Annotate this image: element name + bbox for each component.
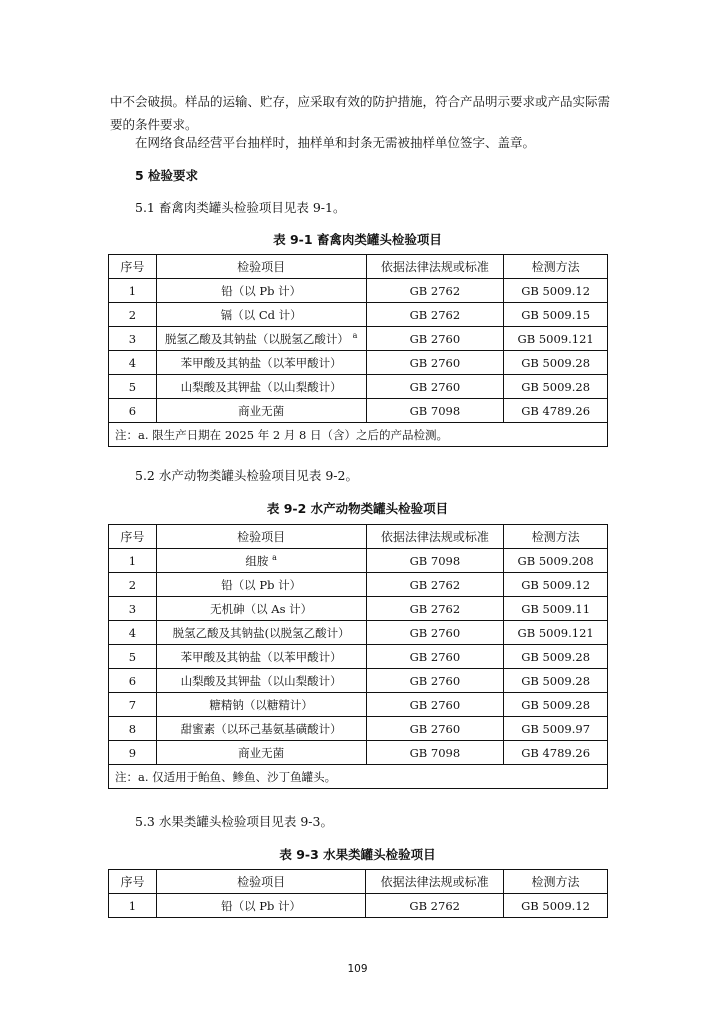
table-note-row: [109, 423, 608, 447]
table-intro: 5.2 水产动物类罐头检验项目见表 9-2。: [135, 468, 358, 483]
cell-method-text: GB 5009.121: [517, 331, 594, 346]
page-number: 109: [347, 963, 368, 975]
cell-no: [109, 303, 157, 327]
cell-basis: [366, 327, 504, 351]
cell-basis: [366, 894, 504, 918]
cell-no: [109, 645, 157, 669]
cell-item: [156, 717, 366, 741]
cell-item: [156, 597, 366, 621]
table-row: [109, 894, 608, 918]
table-intro: 5.3 水果类罐头检验项目见表 9-3。: [135, 814, 333, 829]
cell-method: [504, 303, 608, 327]
cell-no: [109, 621, 157, 645]
table-header-row: [109, 870, 608, 894]
cell-basis: [366, 375, 504, 399]
table-row: [109, 279, 608, 303]
cell-method-text: GB 5009.121: [517, 625, 594, 640]
cell-basis-text: GB 2760: [409, 673, 461, 688]
cell-basis-text: GB 2762: [409, 577, 461, 592]
cell-no: [109, 375, 157, 399]
inspection-table-9-3: [108, 869, 608, 918]
header-no: 序号: [109, 870, 157, 894]
cell-item: [156, 549, 366, 573]
table-row: [109, 645, 608, 669]
cell-item: [156, 741, 366, 765]
table-note: 注：a. 仅适用于鲐鱼、鲹鱼、沙丁鱼罐头。: [109, 765, 608, 789]
cell-item: [156, 693, 366, 717]
cell-method-text: GB 5009.28: [521, 673, 591, 688]
cell-basis-text: GB 2760: [409, 331, 461, 346]
cell-basis-text: GB 2760: [409, 721, 461, 736]
cell-method-text: GB 5009.11: [521, 601, 591, 616]
cell-basis: [366, 717, 504, 741]
inspection-table-9-2: [108, 524, 608, 789]
cell-no: [109, 549, 157, 573]
header-item: 检验项目: [156, 525, 366, 549]
cell-basis-text: GB 2760: [409, 355, 461, 370]
cell-basis-text: GB 2762: [409, 898, 460, 913]
cell-basis: [366, 693, 504, 717]
footnote-marker: a: [272, 552, 277, 562]
cell-item-text: 镉（以 Cd 计）: [220, 307, 302, 322]
cell-method: [504, 621, 608, 645]
table-row: [109, 693, 608, 717]
cell-method: [504, 741, 608, 765]
cell-item-text: 脱氢乙酸及其钠盐(以脱氢乙酸计）: [172, 625, 350, 640]
table-row: [109, 327, 608, 351]
cell-no-text: 3: [128, 331, 137, 346]
cell-method-text: GB 4789.26: [521, 745, 591, 760]
table-row: [109, 741, 608, 765]
cell-basis: [366, 303, 504, 327]
cell-no: [109, 894, 157, 918]
cell-method: [504, 375, 608, 399]
table-row: [109, 399, 608, 423]
footnote-marker: a: [352, 330, 358, 340]
cell-method: [504, 351, 608, 375]
table-caption: 表 9-1 畜禽肉类罐头检验项目: [273, 232, 442, 247]
cell-item: [156, 279, 366, 303]
cell-method-text: GB 5009.28: [521, 379, 591, 394]
cell-method: [504, 894, 608, 918]
cell-no-text: 1: [128, 898, 137, 913]
table-note: 注：a. 限生产日期在 2025 年 2 月 8 日（含）之后的产品检测。: [109, 423, 608, 447]
table-row: [109, 375, 608, 399]
cell-no-text: 6: [128, 403, 137, 418]
cell-no-text: 3: [128, 601, 137, 616]
cell-item-text: 苯甲酸及其钠盐（以苯甲酸计）: [180, 355, 342, 370]
cell-no: [109, 669, 157, 693]
cell-no: [109, 399, 157, 423]
cell-method-text: GB 5009.28: [521, 355, 591, 370]
cell-method: [504, 327, 608, 351]
cell-method: [504, 549, 608, 573]
table-caption: 表 9-2 水产动物类罐头检验项目: [266, 501, 449, 516]
cell-no-text: 2: [128, 307, 137, 322]
cell-no: [109, 279, 157, 303]
paragraph-continuation: 中不会破损。样品的运输、贮存，应采取有效的防护措施，符合产品明示要求或产品实际需要的条件要求。: [110, 94, 611, 132]
cell-method-text: GB 5009.28: [521, 697, 591, 712]
cell-basis: [366, 279, 504, 303]
cell-no-text: 8: [128, 721, 137, 736]
cell-item-text: 铅（以 Pb 计）: [221, 283, 302, 298]
cell-method-text: GB 4789.26: [521, 403, 591, 418]
table-row: [109, 621, 608, 645]
cell-item-text: 糖精钠（以糖精计）: [209, 697, 313, 712]
cell-basis-text: GB 2760: [409, 697, 461, 712]
cell-basis: [366, 351, 504, 375]
cell-basis: [366, 399, 504, 423]
table-header-row: [109, 255, 608, 279]
header-method: 检测方法: [504, 525, 608, 549]
cell-method: [504, 669, 608, 693]
cell-method: [504, 597, 608, 621]
cell-method: [504, 645, 608, 669]
cell-method-text: GB 5009.28: [521, 649, 591, 664]
header-method: 检测方法: [504, 255, 608, 279]
cell-item-text: 苯甲酸及其钠盐（以苯甲酸计）: [180, 649, 342, 664]
cell-basis-text: GB 2762: [409, 307, 461, 322]
cell-item-text: 山梨酸及其钾盐（以山梨酸计）: [180, 379, 342, 394]
cell-basis: [366, 573, 504, 597]
cell-basis-text: GB 2760: [409, 379, 461, 394]
cell-item: [156, 621, 366, 645]
cell-no-text: 4: [128, 355, 137, 370]
cell-no: [109, 693, 157, 717]
cell-item-text: 无机砷（以 As 计）: [210, 601, 313, 616]
table-row: [109, 303, 608, 327]
table-row: [109, 549, 608, 573]
header-item: 检验项目: [156, 870, 365, 894]
cell-basis-text: GB 7098: [409, 553, 461, 568]
cell-method-text: GB 5009.15: [521, 307, 591, 322]
cell-basis: [366, 549, 504, 573]
cell-no: [109, 573, 157, 597]
table-row: [109, 573, 608, 597]
cell-basis: [366, 645, 504, 669]
cell-item: [156, 645, 366, 669]
section-heading: 5 检验要求: [135, 168, 199, 183]
cell-item-text: 山梨酸及其钾盐（以山梨酸计）: [180, 673, 342, 688]
header-no: 序号: [109, 255, 157, 279]
cell-method-text: GB 5009.97: [521, 721, 591, 736]
cell-method-text: GB 5009.12: [521, 577, 591, 592]
cell-basis-text: GB 7098: [409, 403, 461, 418]
cell-method: [504, 573, 608, 597]
table-row: [109, 717, 608, 741]
cell-basis: [366, 597, 504, 621]
cell-method-text: GB 5009.12: [521, 898, 590, 913]
cell-basis: [366, 669, 504, 693]
cell-basis-text: GB 2762: [409, 601, 461, 616]
cell-no: [109, 597, 157, 621]
header-no: 序号: [109, 525, 157, 549]
cell-method-text: GB 5009.208: [517, 553, 594, 568]
cell-no-text: 1: [128, 553, 137, 568]
cell-item-text: 商业无菌: [238, 745, 285, 760]
cell-method: [504, 717, 608, 741]
cell-no-text: 9: [128, 745, 137, 760]
cell-basis: [366, 741, 504, 765]
table-intro: 5.1 畜禽肉类罐头检验项目见表 9-1。: [135, 200, 346, 215]
paragraph-online-sampling: 在网络食品经营平台抽样时，抽样单和封条无需被抽样单位签字、盖章。: [135, 135, 536, 150]
cell-no-text: 1: [128, 283, 137, 298]
cell-item: [156, 399, 366, 423]
table-note-row: [109, 765, 608, 789]
cell-no-text: 5: [128, 379, 137, 394]
header-basis: 依据法律法规或标准: [366, 870, 504, 894]
cell-item-text: 商业无菌: [238, 403, 285, 418]
cell-item-text: 铅（以 Pb 计）: [221, 898, 302, 913]
cell-method: [504, 279, 608, 303]
cell-item-text: 甜蜜素（以环己基氨基磺酸计）: [180, 721, 342, 736]
inspection-table-9-1: [108, 254, 608, 447]
cell-basis-text: GB 7098: [409, 745, 461, 760]
cell-no-text: 7: [128, 697, 137, 712]
cell-no: [109, 717, 157, 741]
header-method: 检测方法: [504, 870, 608, 894]
table-caption: 表 9-3 水果类罐头检验项目: [279, 847, 436, 862]
cell-item: [156, 375, 366, 399]
table-header-row: [109, 525, 608, 549]
cell-method: [504, 399, 608, 423]
cell-basis: [366, 621, 504, 645]
header-basis: 依据法律法规或标准: [366, 255, 504, 279]
header-item: 检验项目: [156, 255, 366, 279]
header-basis: 依据法律法规或标准: [366, 525, 504, 549]
cell-item: [156, 669, 366, 693]
cell-no-text: 2: [128, 577, 137, 592]
table-row: [109, 597, 608, 621]
cell-method: [504, 693, 608, 717]
cell-no: [109, 741, 157, 765]
cell-no-text: 6: [128, 673, 137, 688]
cell-no-text: 5: [128, 649, 137, 664]
cell-basis-text: GB 2760: [409, 625, 461, 640]
cell-item: [156, 351, 366, 375]
cell-item: [156, 303, 366, 327]
cell-no-text: 4: [128, 625, 137, 640]
cell-no: [109, 327, 157, 351]
cell-method-text: GB 5009.12: [521, 283, 591, 298]
cell-item: [156, 894, 365, 918]
table-row: [109, 669, 608, 693]
cell-item-text: 铅（以 Pb 计）: [221, 577, 302, 592]
cell-basis-text: GB 2760: [409, 649, 461, 664]
cell-item-text: 组胺: [245, 553, 269, 568]
cell-item-text: 脱氢乙酸及其钠盐（以脱氢乙酸计）: [164, 331, 349, 346]
cell-no: [109, 351, 157, 375]
table-row: [109, 351, 608, 375]
cell-item: [156, 327, 366, 351]
cell-basis-text: GB 2762: [409, 283, 461, 298]
cell-item: [156, 573, 366, 597]
